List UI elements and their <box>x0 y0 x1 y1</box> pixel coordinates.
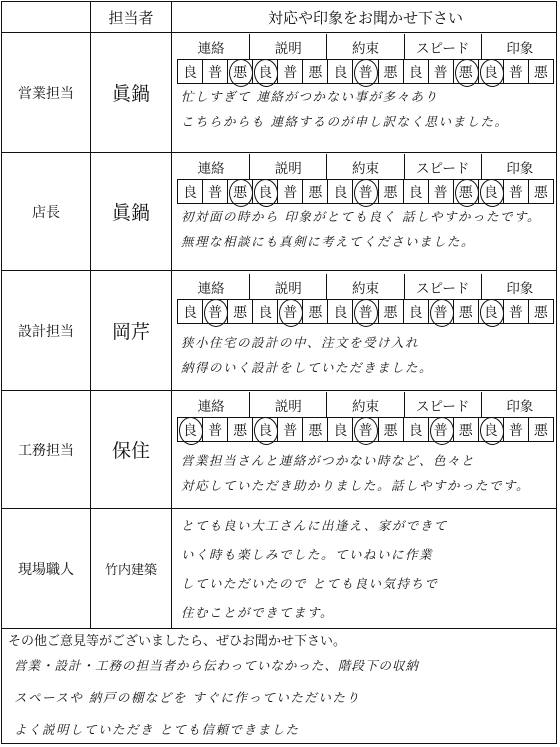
role-design: 設計担当 <box>18 323 74 340</box>
grade-row <box>177 179 554 204</box>
grade-cell[interactable]: 普 <box>353 300 378 323</box>
category-speed: スピード <box>405 274 482 299</box>
grade-cell[interactable]: 悪 <box>228 418 253 441</box>
role-craftsman: 現場職人 <box>18 561 74 578</box>
grade-cell[interactable]: 悪 <box>379 418 404 441</box>
category-impression: 印象 <box>506 280 534 297</box>
comment-line: 営業担当さんと連絡がつかない時など、色々と <box>181 453 476 468</box>
grade-cell[interactable]: 良 <box>479 180 504 203</box>
role-sales: 営業担当 <box>18 85 74 102</box>
comment-line: いく時も楽しみでした。ていねいに作業 <box>181 547 434 562</box>
category-promise: 約束 <box>327 154 404 179</box>
category-contact: 連絡 <box>173 34 250 59</box>
comment-line: 納得のいく設計をしていただきました。 <box>181 360 434 375</box>
category-row <box>173 34 558 59</box>
grade-cell[interactable]: 悪 <box>228 180 253 203</box>
grade-cell[interactable]: 悪 <box>454 60 479 83</box>
category-promise: 約束 <box>327 34 404 59</box>
category-speed: スピード <box>405 392 482 417</box>
grade-cell[interactable]: 良 <box>328 180 353 203</box>
grade-cell[interactable]: 普 <box>504 60 529 83</box>
grade-cell[interactable]: 悪 <box>454 180 479 203</box>
category-promise: 約束 <box>327 274 404 299</box>
row-divider <box>2 628 556 629</box>
grade-cell[interactable]: 悪 <box>533 304 548 321</box>
grade-cell[interactable]: 悪 <box>228 300 253 323</box>
category-promise: 約束 <box>327 392 404 417</box>
grade-cell[interactable]: 悪 <box>454 418 479 441</box>
grade-cell[interactable]: 良 <box>253 60 278 83</box>
grade-cell[interactable]: 良 <box>328 60 353 83</box>
grade-cell[interactable]: 悪 <box>303 418 328 441</box>
grade-cell[interactable]: 良 <box>253 300 278 323</box>
comment-line: 住むことができてます。 <box>181 605 335 620</box>
grade-cell[interactable]: 悪 <box>379 180 404 203</box>
role-construction: 工務担当 <box>18 442 74 459</box>
grade-cell[interactable]: 普 <box>278 60 303 83</box>
grade-row <box>177 417 554 442</box>
column-divider <box>171 2 172 628</box>
comment-line: よく説明していただき とても信頼できました <box>14 722 300 737</box>
person-construction: 保住 <box>111 440 150 462</box>
grade-cell[interactable]: 普 <box>353 418 378 441</box>
grade-cell[interactable]: 普 <box>203 418 228 441</box>
other-opinions-title: その他ご意見等がございましたら、ぜひお聞かせ下さい。 <box>8 634 347 649</box>
grade-cell[interactable]: 良 <box>479 60 504 83</box>
grade-cell[interactable]: 普 <box>504 418 529 441</box>
grade-cell[interactable]: 普 <box>278 300 303 323</box>
category-row <box>173 274 558 299</box>
grade-cell[interactable]: 悪 <box>379 300 404 323</box>
grade-cell[interactable]: 悪 <box>533 64 548 81</box>
grade-cell[interactable]: 悪 <box>533 184 548 201</box>
grade-cell[interactable]: 良 <box>404 418 429 441</box>
grade-cell[interactable]: 悪 <box>379 60 404 83</box>
grade-cell[interactable]: 良 <box>328 300 353 323</box>
person-sales: 眞鍋 <box>111 83 150 105</box>
evaluation-block <box>173 392 558 498</box>
grade-cell[interactable]: 普 <box>429 60 454 83</box>
evaluation-block <box>173 274 558 380</box>
grade-cell[interactable]: 良 <box>404 60 429 83</box>
grade-cell[interactable]: 普 <box>278 180 303 203</box>
grade-cell[interactable]: 普 <box>353 60 378 83</box>
grade-cell[interactable]: 悪 <box>303 180 328 203</box>
grade-cell[interactable]: 良 <box>404 300 429 323</box>
evaluation-block <box>173 154 558 254</box>
category-explanation: 説明 <box>250 392 327 417</box>
grade-cell[interactable]: 良 <box>178 60 203 83</box>
comment-line: 狭小住宅の設計の中、注文を受け入れ <box>181 335 420 350</box>
person-design: 岡芹 <box>111 321 150 343</box>
grade-cell[interactable]: 良 <box>479 300 504 323</box>
comment-line: とても良い大工さんに出逢え、家ができて <box>181 518 448 533</box>
person-manager: 眞鍋 <box>111 202 150 224</box>
comment-line: 初対面の時から 印象がとても良く 話しやすかったです。 <box>181 209 541 224</box>
grade-cell[interactable]: 普 <box>203 60 228 83</box>
grade-cell[interactable]: 良 <box>253 418 278 441</box>
grade-cell[interactable]: 悪 <box>454 300 479 323</box>
grade-cell[interactable]: 良 <box>178 180 203 203</box>
comment-line: していただいたので とても良い気持ちで <box>181 576 439 591</box>
category-contact: 連絡 <box>173 154 250 179</box>
grade-cell[interactable]: 良 <box>253 180 278 203</box>
comment-line: 対応していただき助かりました。話しやすかったです。 <box>181 478 531 493</box>
grade-row <box>177 59 554 84</box>
category-speed: スピード <box>405 154 482 179</box>
grade-cell[interactable]: 良 <box>178 418 203 441</box>
category-contact: 連絡 <box>173 274 250 299</box>
grade-cell[interactable]: 普 <box>429 300 454 323</box>
category-impression: 印象 <box>506 160 534 177</box>
survey-sheet <box>1 1 557 744</box>
comment-line: スペースや 納戸の棚などを すぐに作っていただいたり <box>14 690 361 705</box>
grade-cell[interactable]: 普 <box>203 180 228 203</box>
grade-cell[interactable]: 良 <box>328 418 353 441</box>
category-contact: 連絡 <box>173 392 250 417</box>
grade-cell[interactable]: 普 <box>429 418 454 441</box>
category-explanation: 説明 <box>250 274 327 299</box>
grade-cell[interactable]: 良 <box>404 180 429 203</box>
other-opinions-comment <box>6 650 554 746</box>
role-manager: 店長 <box>32 204 60 221</box>
comment-line: 忙しすぎて 連絡がつかない事が多々あり <box>181 89 439 104</box>
grade-cell[interactable]: 悪 <box>303 60 328 83</box>
grade-cell[interactable]: 普 <box>353 180 378 203</box>
grade-cell[interactable]: 普 <box>429 180 454 203</box>
comment-line: 営業・設計・工務の担当者から伝わっていなかった、階段下の収納 <box>14 658 419 673</box>
grade-cell[interactable]: 普 <box>504 180 529 203</box>
grade-cell[interactable]: 悪 <box>533 422 548 439</box>
category-speed: スピード <box>405 34 482 59</box>
person-craftsman: 竹内建築 <box>104 563 157 578</box>
grade-cell[interactable]: 悪 <box>303 300 328 323</box>
grade-cell[interactable]: 良 <box>178 300 203 323</box>
grade-row <box>177 299 554 324</box>
category-explanation: 説明 <box>250 34 327 59</box>
grade-cell[interactable]: 良 <box>479 418 504 441</box>
evaluation-column-header: 対応や印象をお聞かせ下さい <box>267 8 463 27</box>
grade-cell[interactable]: 悪 <box>228 60 253 83</box>
comment-line: こちらからも 連絡するのが申し訳なく思いました。 <box>181 114 509 129</box>
grade-cell[interactable]: 普 <box>504 300 529 323</box>
category-impression: 印象 <box>506 40 534 57</box>
category-explanation: 説明 <box>250 154 327 179</box>
category-row <box>173 392 558 417</box>
craftsman-comment <box>173 511 558 627</box>
comment-line: 無理な相談にも真剣に考えてくださいました。 <box>181 234 476 249</box>
person-column-header: 担当者 <box>108 8 154 27</box>
category-impression: 印象 <box>506 398 534 415</box>
grade-cell[interactable]: 普 <box>203 300 228 323</box>
grade-cell[interactable]: 普 <box>278 418 303 441</box>
evaluation-block <box>173 34 558 134</box>
category-row <box>173 154 558 179</box>
